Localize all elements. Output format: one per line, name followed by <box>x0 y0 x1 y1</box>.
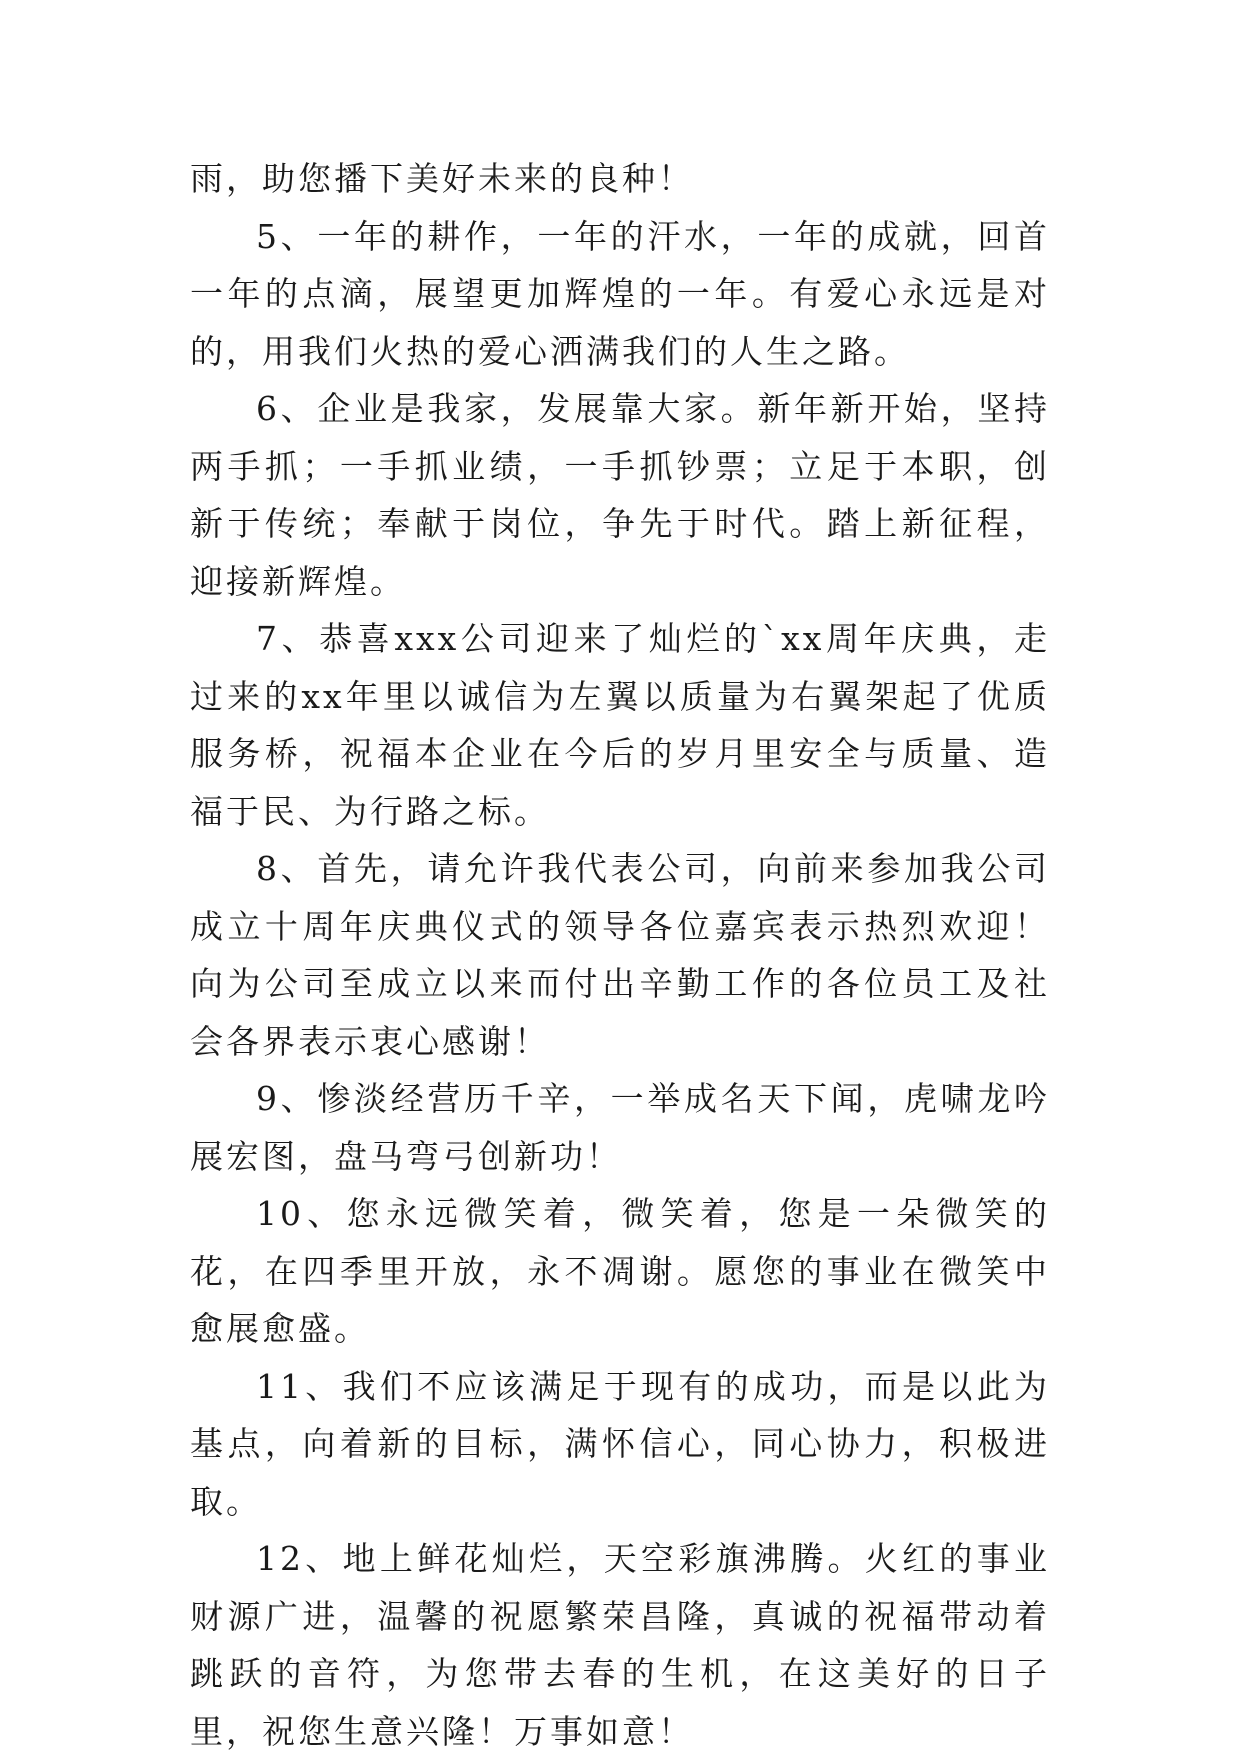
paragraph-item-5: 5、一年的耕作，一年的汗水，一年的成就，回首一年的点滴，展望更加辉煌的一年。有爱心永远是对的，用我们火热的爱心洒满我们的人生之路。 <box>190 216 1050 371</box>
paragraph-item-6: 6、企业是我家，发展靠大家。新年新开始，坚持两手抓；一手抓业绩，一手抓钞票；立足于本职，创新于传统；奉献于岗位，争先于时代。踏上新征程，迎接新辉煌。 <box>190 389 1050 601</box>
paragraph-item-8: 8、首先，请允许我代表公司，向前来参加我公司成立十周年庆典仪式的领导各位嘉宾表示热烈欢迎！向为公司至成立以来而付出辛勤工作的各位员工及社会各界表示衷心感谢！ <box>190 849 1050 1061</box>
paragraph-item-12: 12、地上鲜花灿烂，天空彩旗沸腾。火红的事业财源广进，温馨的祝愿繁荣昌隆，真诚的祝福带动着跳跃的音符，为您带去春的生机，在这美好的日子里，祝您生意兴隆！万事如意！ <box>190 1539 1050 1751</box>
paragraph-item-10: 10、您永远微笑着，微笑着，您是一朵微笑的花，在四季里开放，永不凋谢。愿您的事业在微笑中愈展愈盛。 <box>190 1194 1050 1348</box>
paragraph-item-11: 11、我们不应该满足于现有的成功，而是以此为基点，向着新的目标，满怀信心，同心协力，积极进取。 <box>190 1366 1050 1521</box>
paragraph-item-9: 9、惨淡经营历千辛，一举成名天下闻，虎啸龙吟展宏图，盘马弯弓创新功！ <box>190 1079 1050 1176</box>
paragraph-item-7: 7、恭喜xxx公司迎来了灿烂的`xx周年庆典，走过来的xx年里以诚信为左翼以质量为右翼架起了优质服务桥，祝福本企业在今后的岁月里安全与质量、造福于民、为行路之标。 <box>190 619 1050 831</box>
paragraph-continuation: 雨，助您播下美好未来的良种！ <box>190 159 694 198</box>
document-body <box>190 150 1050 1760</box>
